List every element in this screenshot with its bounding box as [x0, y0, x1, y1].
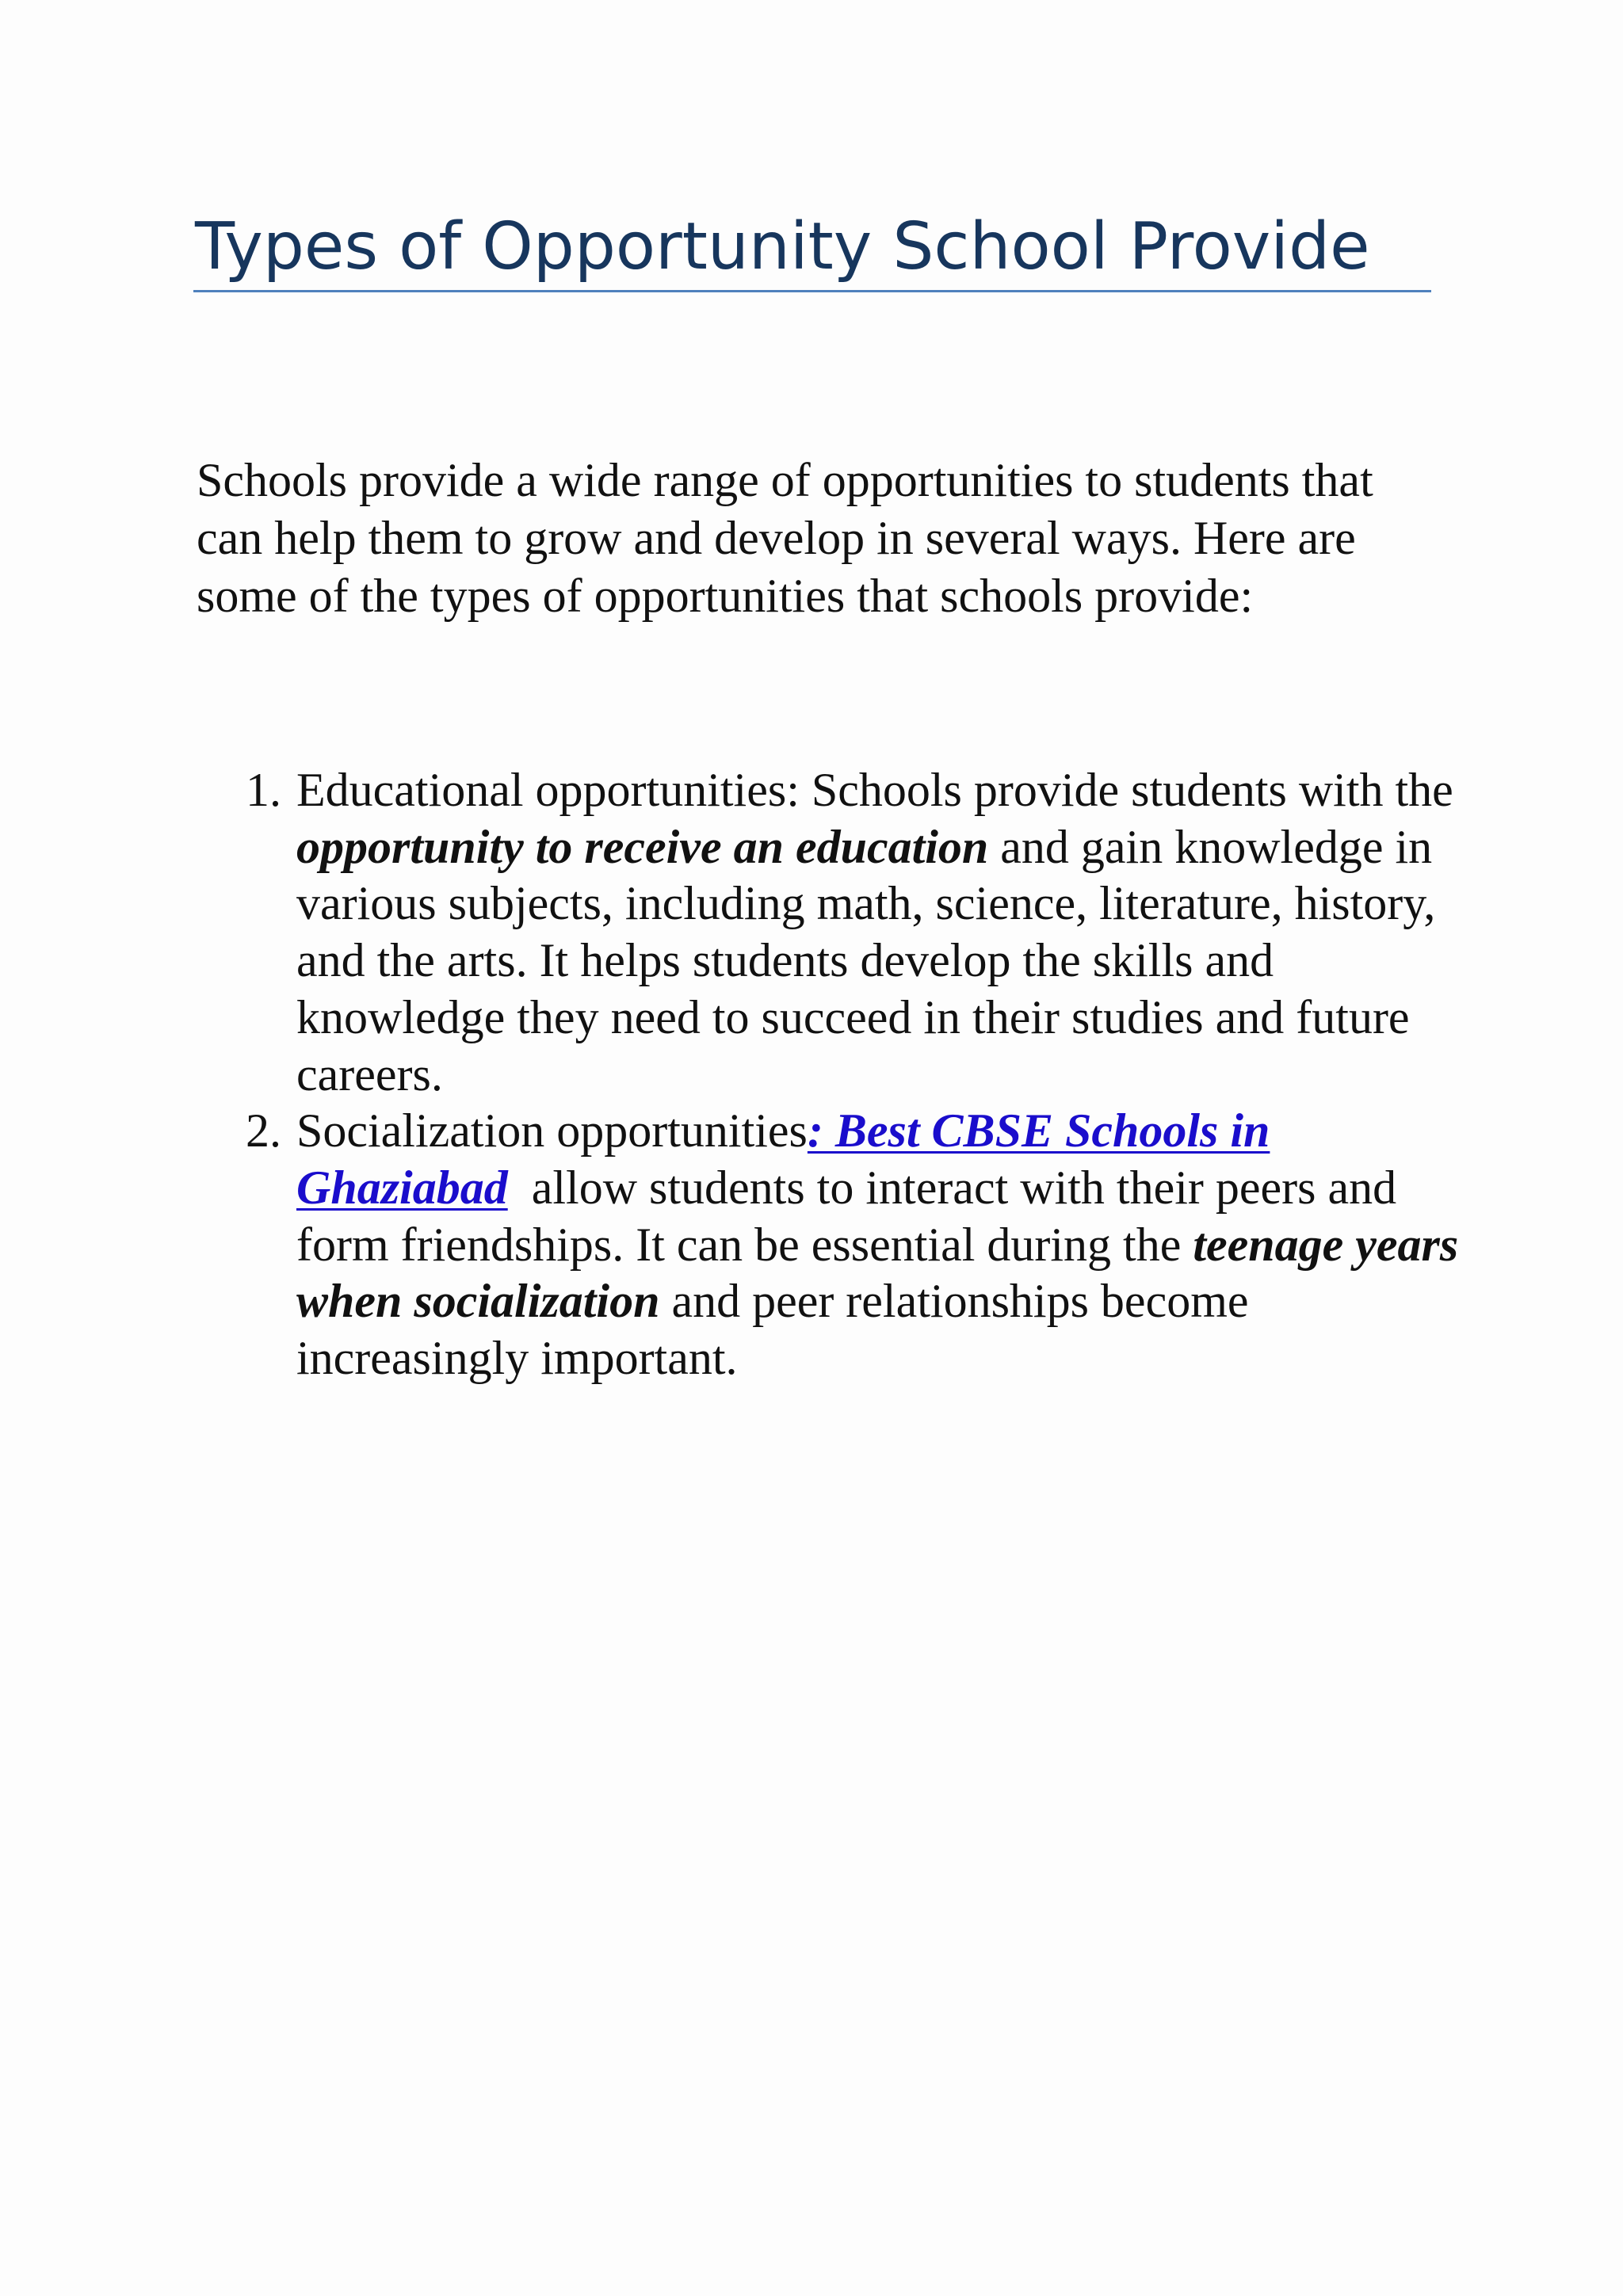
item-text-end: and peer relationships become increasingly important.: [296, 1275, 1249, 1385]
item-text-start: Educational opportunities: Schools provide students with the: [296, 764, 1453, 816]
list-item-socialization: [0, 1103, 1466, 1387]
title-underline-rule: [193, 290, 1431, 292]
item-text-start: Socialization opportunities: [296, 1104, 808, 1158]
list-number: 1.: [246, 764, 281, 816]
opportunities-list: [0, 762, 1466, 1387]
item-emphasis: teenage years when socialization: [296, 1218, 1459, 1328]
list-number: 2.: [246, 1104, 281, 1158]
cbse-schools-link[interactable]: : Best CBSE Schools in Ghaziabad: [296, 1104, 1270, 1214]
item-emphasis: opportunity to receive an education: [296, 820, 989, 873]
intro-paragraph: Schools provide a wide range of opportunities to students that can help them to grow and develop in several ways. Here are some of the types of opportunities that schools provide:: [197, 454, 1373, 622]
item-text-end: and gain knowledge in various subjects, including math, science, literature, history, and the arts. It helps students develop the skills and knowledge they need to succeed in their studies and future careers.: [296, 820, 1436, 1100]
page-title: Types of Opportunity School Provide: [195, 209, 1370, 284]
item-text-middle: allow students to interact with their peers and form friendships. It can be essential during the: [296, 1161, 1409, 1271]
list-item-educational: [0, 762, 1466, 1103]
